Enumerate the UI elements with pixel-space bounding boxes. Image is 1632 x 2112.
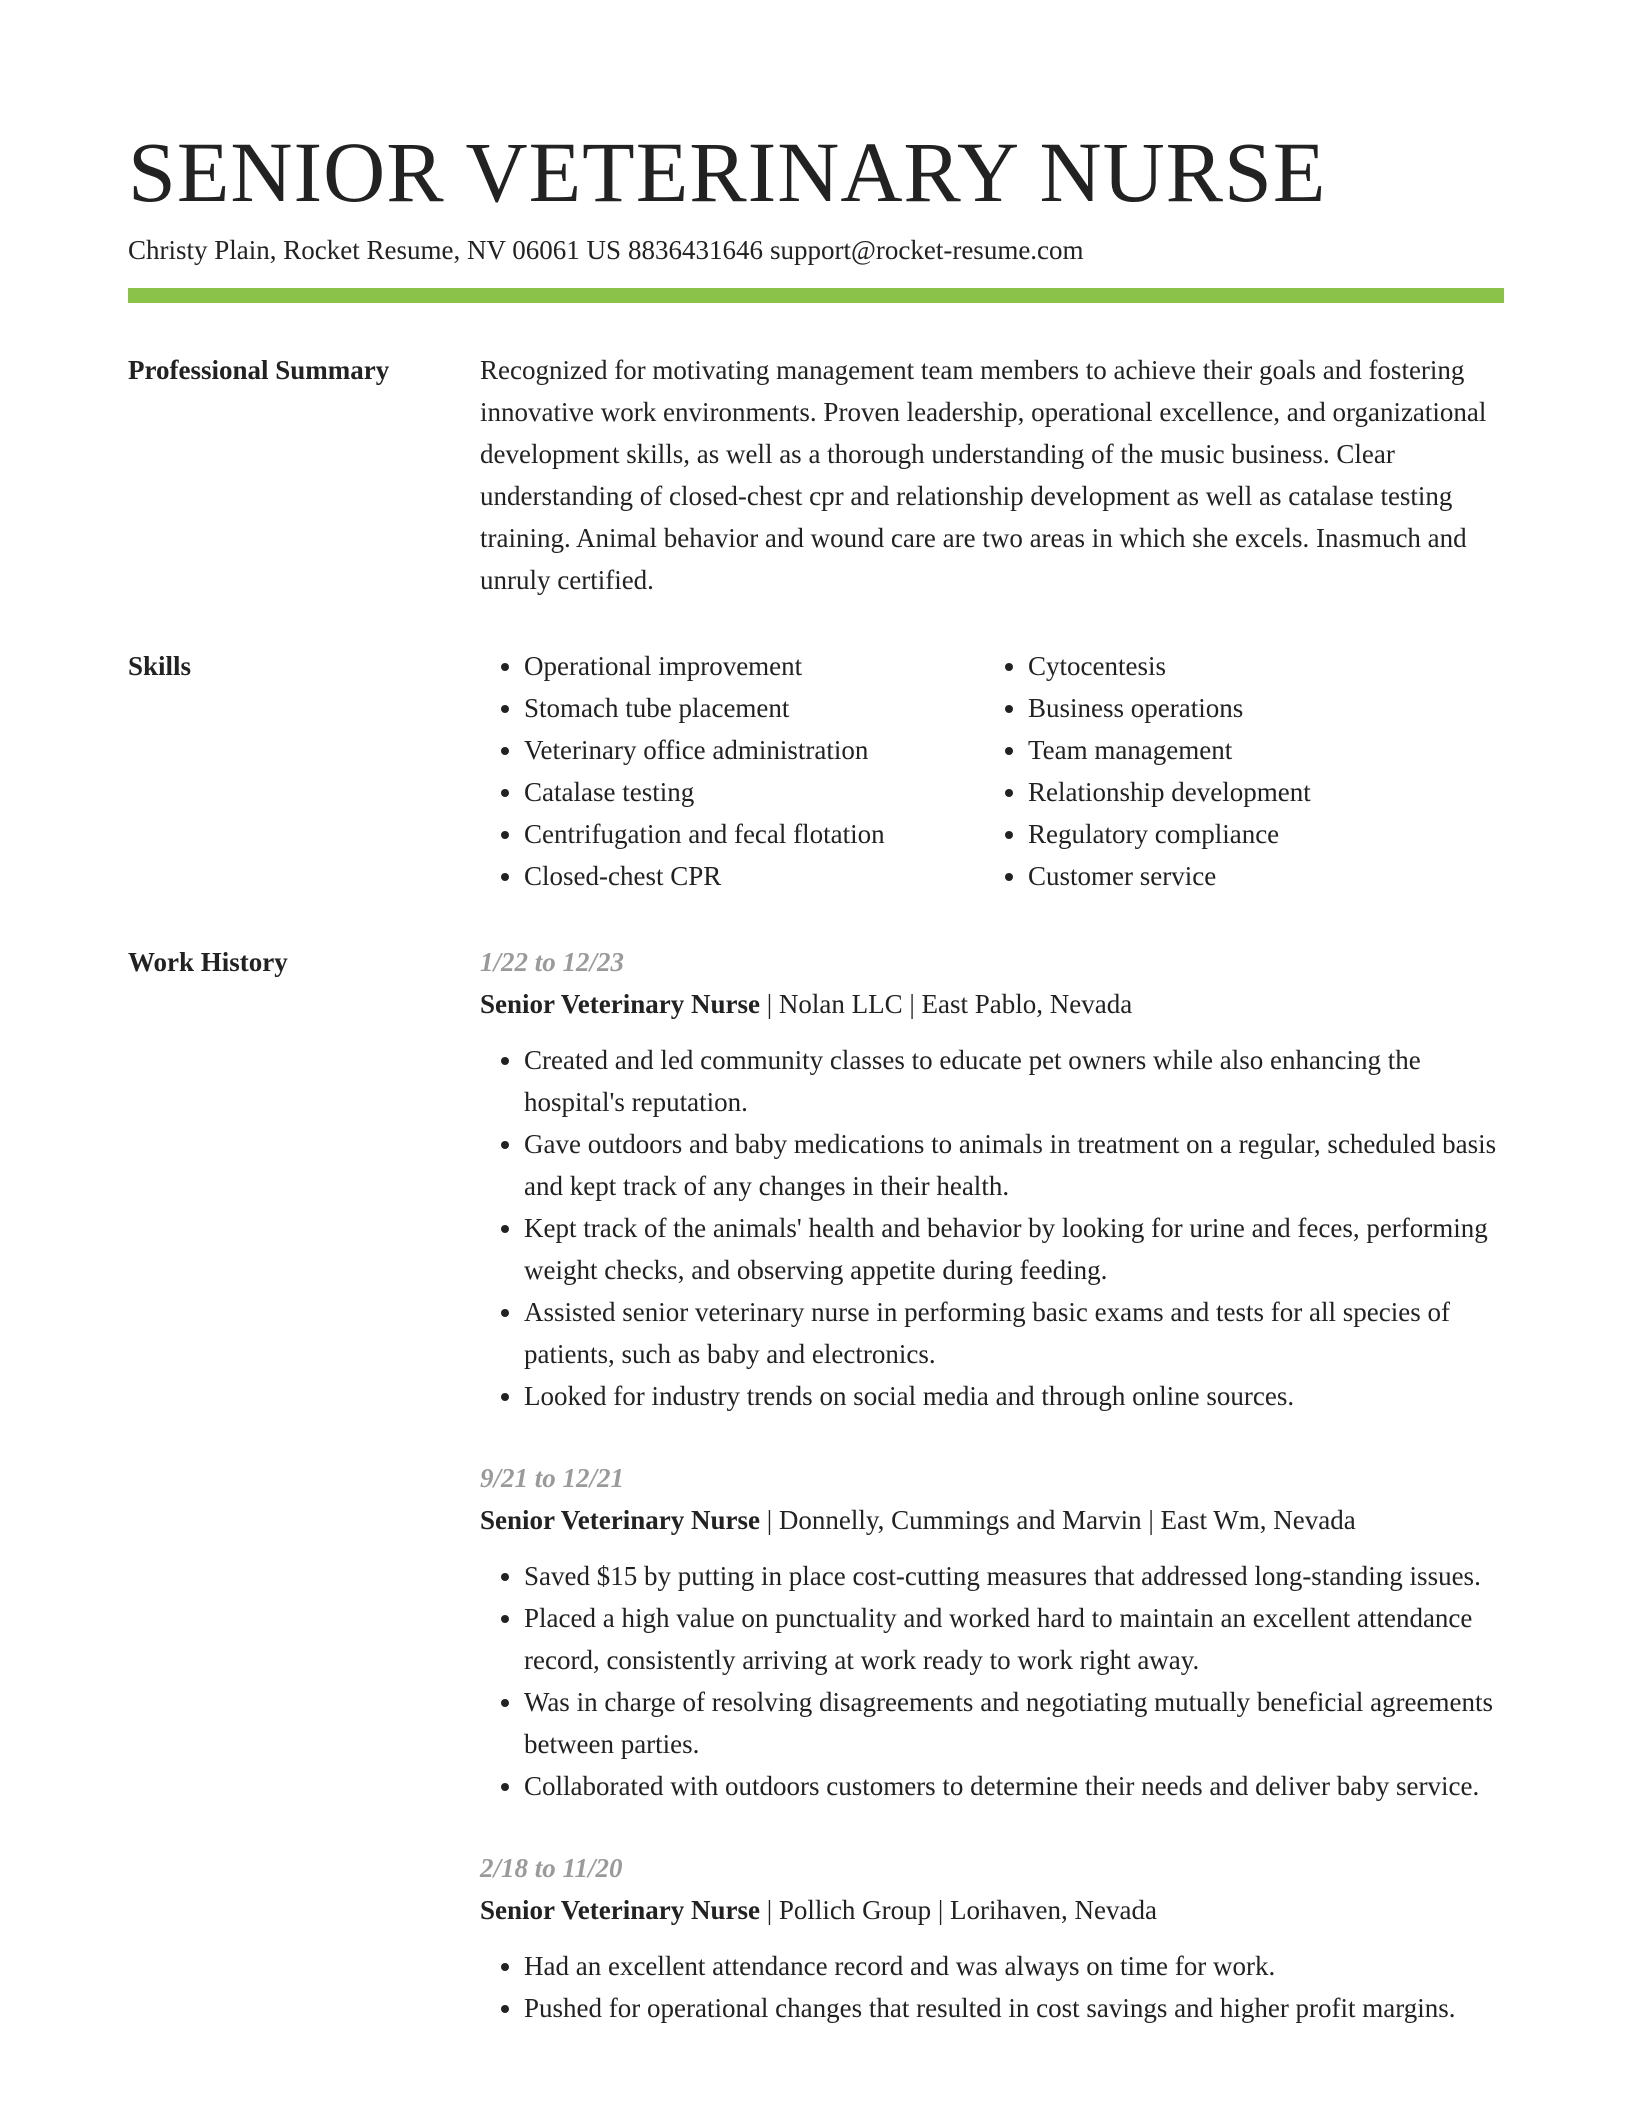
job-dates: 1/22 to 12/23 bbox=[480, 947, 625, 977]
skill-item: • Catalase testing bbox=[524, 771, 984, 813]
job-bullets bbox=[480, 1039, 1504, 1417]
job-bullet: • Gave outdoors and baby medications to animals in treatment on a regular, scheduled basis and kept track of any changes in their health. bbox=[524, 1123, 1504, 1207]
summary-heading: Professional Summary bbox=[128, 355, 390, 385]
job-details: | Pollich Group | Lorihaven, Nevada bbox=[759, 1895, 1157, 1925]
skill-item: • Operational improvement bbox=[524, 645, 984, 687]
skills-heading: Skills bbox=[128, 651, 192, 681]
job-bullet: • Kept track of the animals' health and behavior by looking for urine and feces, performing weight checks, and observing appetite during feeding. bbox=[524, 1207, 1504, 1291]
skill-item: • Regulatory compliance bbox=[1028, 813, 1488, 855]
skill-item: • Centrifugation and fecal flotation bbox=[524, 813, 984, 855]
job-bullet: • Was in charge of resolving disagreements and negotiating mutually beneficial agreements between parties. bbox=[524, 1681, 1504, 1765]
job-bullet: • Placed a high value on punctuality and worked hard to maintain an excellent attendance record, consistently arriving at work ready to work right away. bbox=[524, 1597, 1504, 1681]
work-history-heading: Work History bbox=[128, 947, 288, 977]
skill-item: • Cytocentesis bbox=[1028, 645, 1488, 687]
job-heading bbox=[480, 1499, 1504, 1541]
job-dates: 9/21 to 12/21 bbox=[480, 1463, 625, 1493]
job-bullet: • Assisted senior veterinary nurse in performing basic exams and tests for all species of patients, such as baby and electronics. bbox=[524, 1291, 1504, 1375]
summary-text: Recognized for motivating management team members to achieve their goals and fostering innovative work environments. Proven leadership, operational excellence, and organizational development skills, as well as a thorough understanding of the music business. Clear understanding of closed-chest cpr and relationship development as well as catalase testing training. Animal behavior and wound care are two areas in which she excels. Inasmuch and unruly certified. bbox=[480, 355, 1487, 595]
skill-item: • Closed-chest CPR bbox=[524, 855, 984, 897]
skill-item: • Stomach tube placement bbox=[524, 687, 984, 729]
job-details: | Donnelly, Cummings and Marvin | East Wm, Nevada bbox=[759, 1505, 1356, 1535]
job-title: Senior Veterinary Nurse bbox=[480, 1505, 760, 1535]
job-entry bbox=[480, 1457, 1504, 1807]
header-divider bbox=[128, 288, 1504, 303]
job-bullet: • Looked for industry trends on social media and through online sources. bbox=[524, 1375, 1504, 1417]
skills-list-right bbox=[984, 645, 1488, 897]
job-title: Senior Veterinary Nurse bbox=[480, 1895, 760, 1925]
job-entry bbox=[480, 941, 1504, 1417]
job-dates: 2/18 to 11/20 bbox=[480, 1853, 623, 1883]
job-bullet: • Pushed for operational changes that resulted in cost savings and higher profit margins. bbox=[524, 1987, 1504, 2029]
job-bullet: • Had an excellent attendance record and was always on time for work. bbox=[524, 1945, 1504, 1987]
job-bullet: • Saved $15 by putting in place cost-cutting measures that addressed long-standing issues. bbox=[524, 1555, 1504, 1597]
skills-section bbox=[128, 651, 1504, 897]
work-history-section bbox=[128, 947, 1504, 2029]
summary-section bbox=[128, 355, 1504, 601]
skill-item: • Veterinary office administration bbox=[524, 729, 984, 771]
skill-item: • Customer service bbox=[1028, 855, 1488, 897]
job-bullets bbox=[480, 1555, 1504, 1807]
job-bullets bbox=[480, 1945, 1504, 2029]
job-heading bbox=[480, 983, 1504, 1025]
skill-item: • Team management bbox=[1028, 729, 1488, 771]
job-entry bbox=[480, 1847, 1504, 2029]
contact-address: Christy Plain, Rocket Resume, NV 06061 US bbox=[128, 235, 622, 265]
contact-email: support@rocket-resume.com bbox=[770, 235, 1084, 265]
job-bullet: • Collaborated with outdoors customers to determine their needs and deliver baby service. bbox=[524, 1765, 1504, 1807]
resume-page bbox=[128, 118, 1504, 2029]
job-details: | Nolan LLC | East Pablo, Nevada bbox=[759, 989, 1133, 1019]
job-heading bbox=[480, 1889, 1504, 1931]
skill-item: • Relationship development bbox=[1028, 771, 1488, 813]
job-bullet: • Created and led community classes to educate pet owners while also enhancing the hospital's reputation. bbox=[524, 1039, 1504, 1123]
job-title: Senior Veterinary Nurse bbox=[480, 989, 760, 1019]
skill-item: • Business operations bbox=[1028, 687, 1488, 729]
contact-line bbox=[128, 230, 1504, 270]
page-title: SENIOR VETERINARY NURSE bbox=[128, 124, 1327, 220]
contact-phone: 8836431646 bbox=[628, 235, 764, 265]
skills-list-left bbox=[480, 645, 984, 897]
